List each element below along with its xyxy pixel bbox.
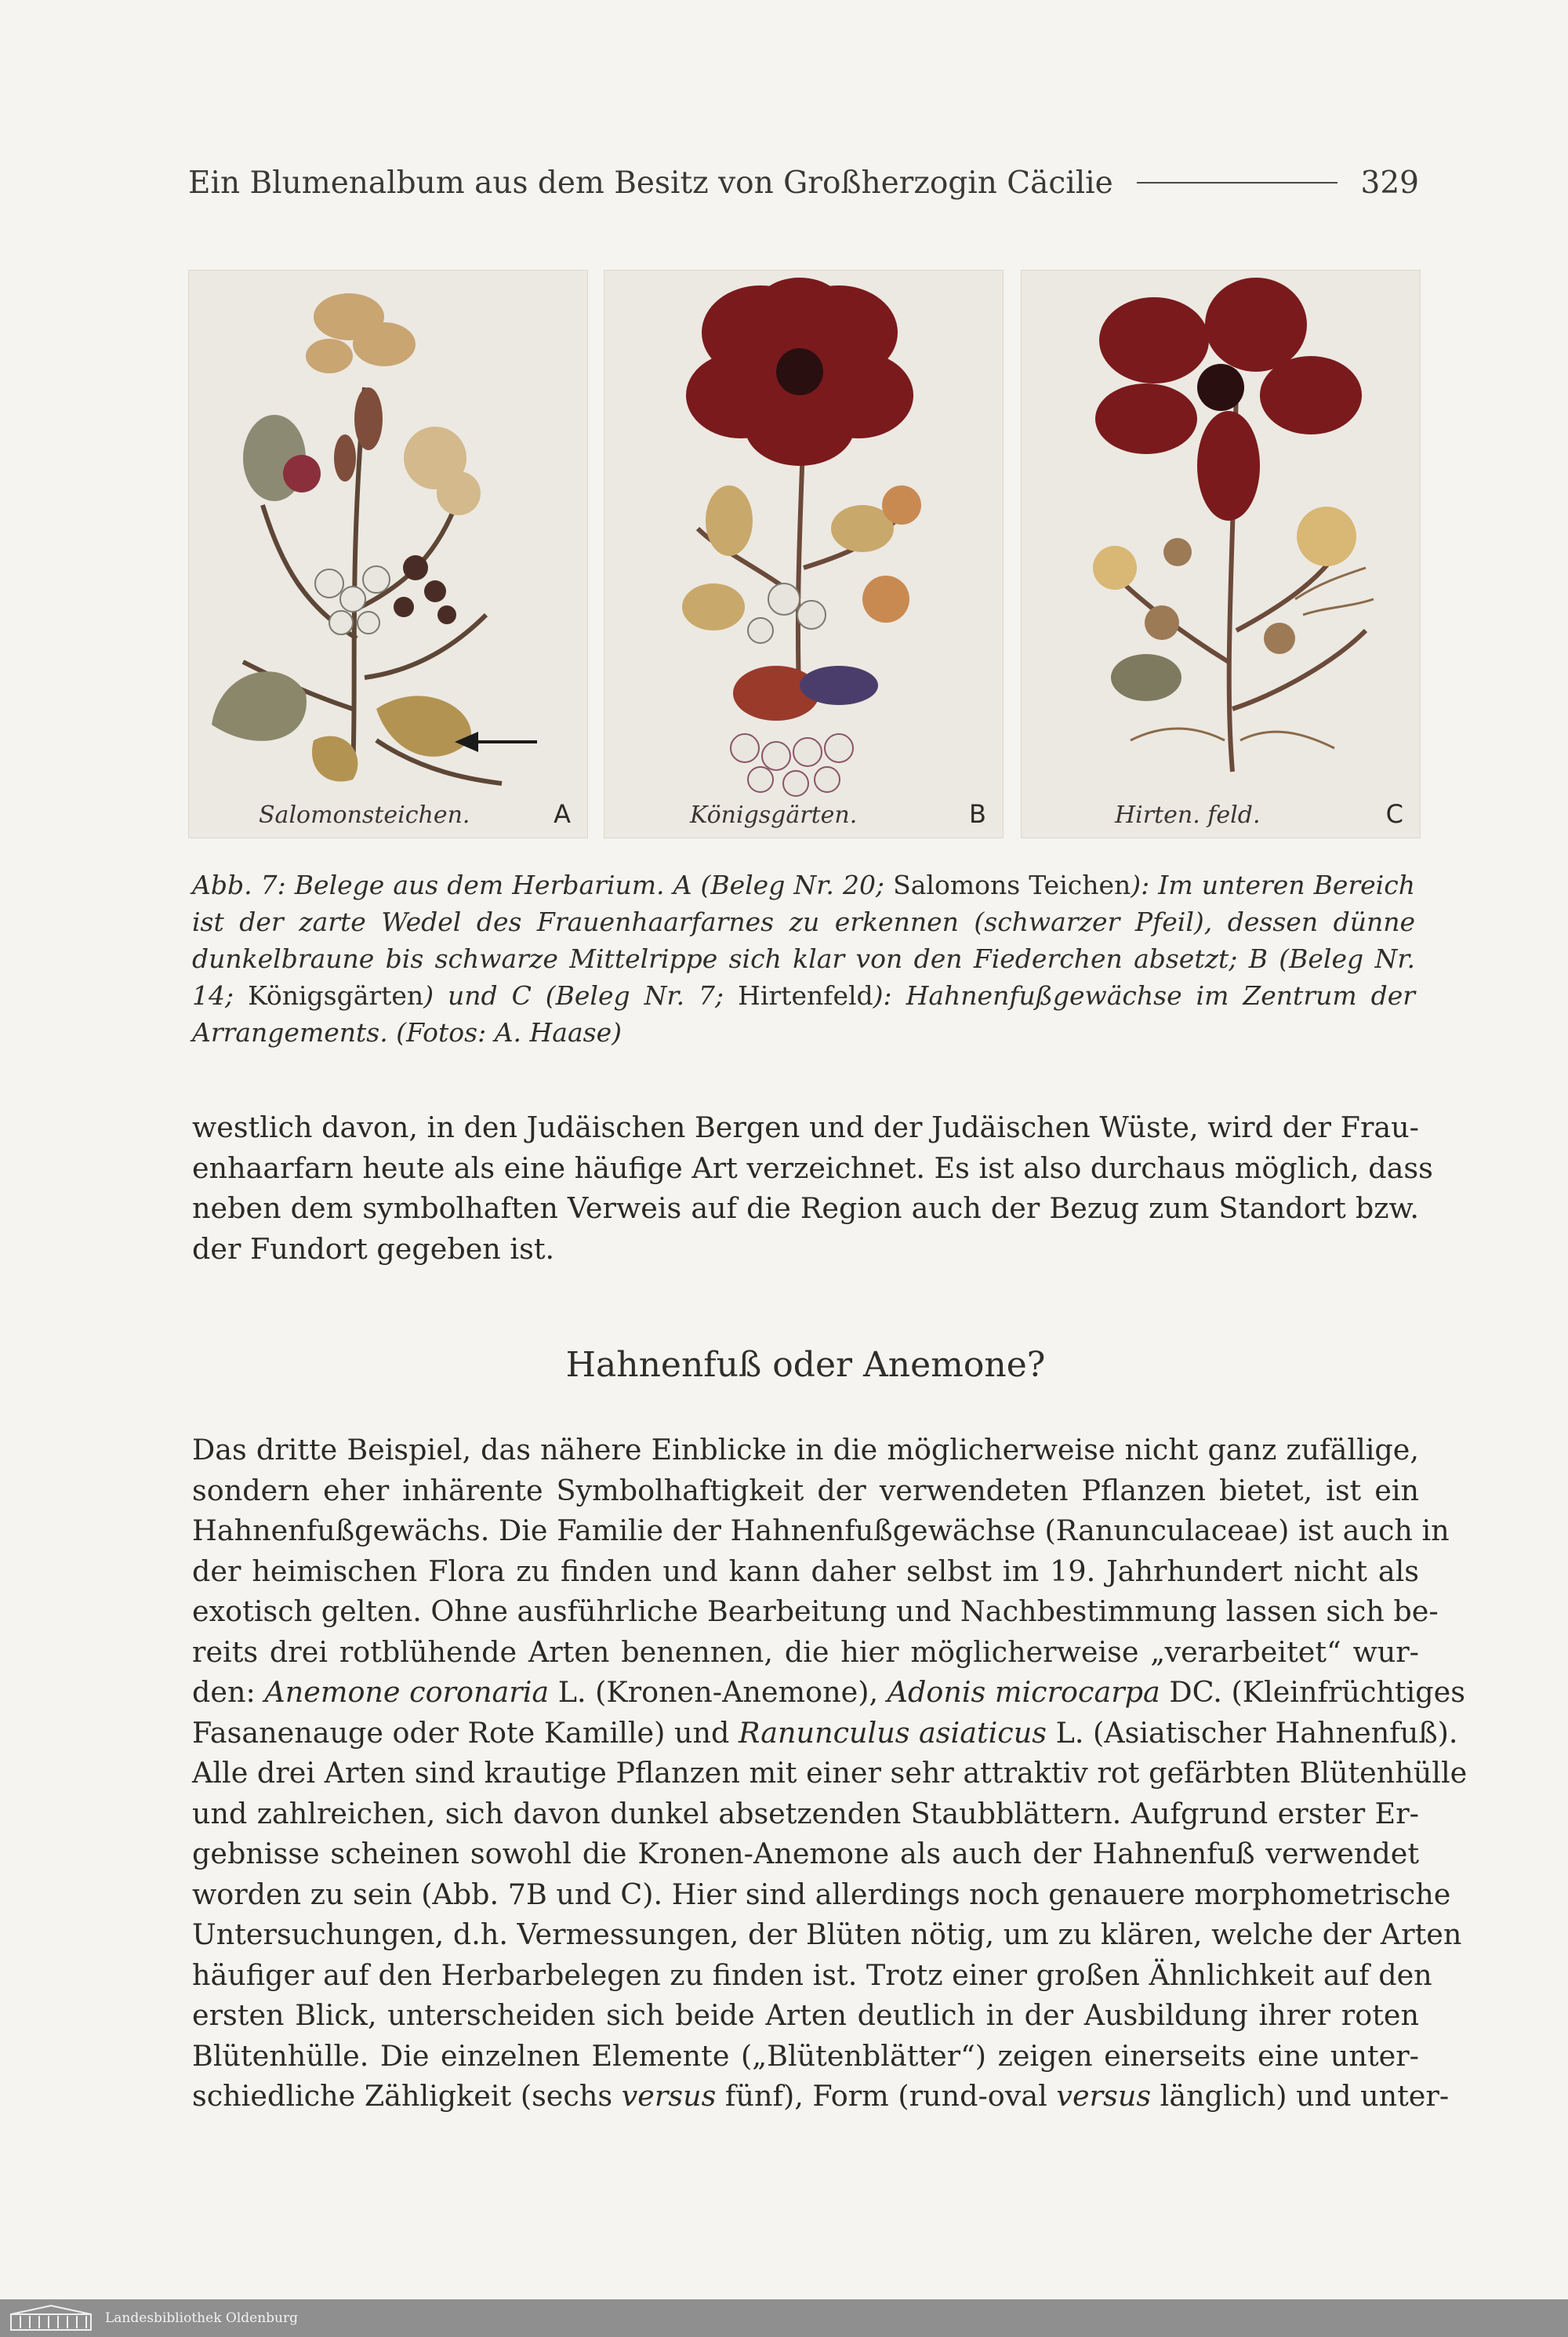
text-line: neben dem symbolhaften Verweis auf die Region auch der Bezug zum Standort bzw. xyxy=(192,1191,1419,1225)
plate-a-handwriting: Salomonsteichen. xyxy=(259,801,470,829)
text-line xyxy=(192,2076,1450,2117)
text-run: DC. (Kleinfrüchtiges xyxy=(1160,1675,1465,1709)
species-name: Anemone coronaria xyxy=(264,1675,550,1709)
italic-word: versus xyxy=(1056,2079,1152,2113)
figure-caption xyxy=(192,867,1415,1051)
italic-word: versus xyxy=(621,2079,717,2113)
caption-part: ): Hahnenfußgewächse im Zentrum der Arrangements. (Fotos: A. Haase) xyxy=(192,980,1416,1048)
text-line: worden zu sein (Abb. 7B und C). Hier sind allerdings noch genauere morphometrische xyxy=(192,1877,1451,1911)
plate-a-letter: A xyxy=(554,799,571,829)
text-line xyxy=(192,1713,1458,1754)
plate-b-handwriting: Königsgärten. xyxy=(690,801,858,829)
text-line: exotisch gelten. Ohne ausführliche Bearbeitung und Nachbestimmung lassen sich be- xyxy=(192,1594,1439,1628)
herbarium-plate-b xyxy=(604,270,1004,838)
plate-a-illustration xyxy=(188,270,588,838)
herbarium-plate-c xyxy=(1021,270,1421,838)
plate-c-illustration xyxy=(1021,270,1421,838)
text-line: ersten Blick, unterscheiden sich beide Arten deutlich in der Ausbildung ihrer roten xyxy=(192,1998,1419,2032)
caption-part: ) und C (Beleg Nr. 7; xyxy=(423,980,739,1011)
text-line: der Fundort gegeben ist. xyxy=(192,1231,555,1266)
body-paragraph-1 xyxy=(192,1107,1433,1269)
text-line: häufiger auf den Herbarbelegen zu finden ist. Trotz einer großen Ähnlichkeit auf den xyxy=(192,1957,1432,1992)
text-run: Fasanenauge oder Rote Kamille) und xyxy=(192,1715,739,1750)
plate-c-letter: C xyxy=(1385,799,1403,829)
caption-part: Abb. 7: Belege aus dem Herbarium. A (Beleg Nr. 20; xyxy=(192,870,894,900)
text-line: Untersuchungen, d.h. Vermessungen, der Blüten nötig, um zu klären, welche der Arten xyxy=(192,1917,1462,1951)
text-line: reits drei rotblühende Arten benennen, die hier möglicherweise „verarbeitet“ wur- xyxy=(192,1634,1419,1669)
running-title: Ein Blumenalbum aus dem Besitz von Großherzogin Cäcilie xyxy=(188,165,1113,201)
caption-place-name: Salomons Teichen xyxy=(893,870,1131,900)
text-line: und zahlreichen, sich davon dunkel absetzenden Staubblättern. Aufgrund erster Er- xyxy=(192,1796,1419,1830)
text-run: L. (Asiatischer Hahnenfuß). xyxy=(1047,1715,1458,1750)
text-line: der heimischen Flora zu finden und kann daher selbst im 19. Jahrhundert nicht als xyxy=(192,1554,1419,1588)
herbarium-plate-a xyxy=(188,270,588,838)
text-line: Das dritte Beispiel, das nähere Einblicke in die möglicherweise nicht ganz zufällige, xyxy=(192,1433,1419,1467)
section-heading: Hahnenfuß oder Anemone? xyxy=(565,1345,1046,1385)
library-building-icon xyxy=(8,2303,94,2333)
text-line: Blütenhülle. Die einzelnen Elemente („Blütenblätter“) zeigen einerseits eine unter- xyxy=(192,2038,1419,2073)
species-name: Adonis microcarpa xyxy=(887,1675,1160,1709)
text-run: L. (Kronen-Anemone), xyxy=(549,1675,887,1709)
text-run: den: xyxy=(192,1675,265,1709)
species-name: Ranunculus asiaticus xyxy=(738,1715,1047,1750)
text-run: fünf), Form (rund-oval xyxy=(716,2079,1057,2113)
plate-b-letter: B xyxy=(969,799,986,829)
text-line: Alle drei Arten sind krautige Pflanzen mit einer sehr attraktiv rot gefärbten Blütenhülle xyxy=(192,1756,1468,1790)
text-line: sondern eher inhärente Symbolhaftigkeit der verwendeten Pflanzen bietet, ist ein xyxy=(192,1473,1419,1507)
text-run: länglich) und unter- xyxy=(1151,2079,1450,2113)
page-number: 329 xyxy=(1360,165,1419,201)
text-line: gebnisse scheinen sowohl die Kronen-Anemone als auch der Hahnenfuß verwendet xyxy=(192,1837,1419,1870)
caption-place-name: Königsgärten xyxy=(248,980,424,1011)
text-line: enhaarfarn heute als eine häufige Art verzeichnet. Es ist also durchaus möglich, dass xyxy=(192,1150,1433,1185)
header-rule xyxy=(1137,182,1338,184)
text-line xyxy=(192,1672,1465,1713)
text-line: Hahnenfußgewächs. Die Familie der Hahnenfußgewächse (Ranunculaceae) ist auch in xyxy=(192,1514,1450,1547)
plate-c-handwriting: Hirten. feld. xyxy=(1115,801,1261,829)
body-paragraph-2 xyxy=(192,1430,1468,2117)
running-header xyxy=(188,161,1419,205)
library-footer-bar xyxy=(0,2299,1568,2337)
library-name: Landesbibliothek Oldenburg xyxy=(105,2310,299,2326)
text-run: schiedliche Zähligkeit (sechs xyxy=(192,2079,622,2113)
text-line: westlich davon, in den Judäischen Bergen und der Judäischen Wüste, wird der Frau- xyxy=(192,1110,1419,1144)
caption-part: ): Im unteren Bereich ist der zarte Wedel des Frauenhaarfarnes zu erkennen (schwarzer Pfeil), dessen dünne dunkelbraune bis schwarze Mittelrippe sich klar von den Fiederchen absetzt; B (Beleg Nr. 14; xyxy=(192,870,1415,1011)
plate-b-illustration xyxy=(604,270,1004,838)
caption-place-name: Hirtenfeld xyxy=(738,980,873,1011)
